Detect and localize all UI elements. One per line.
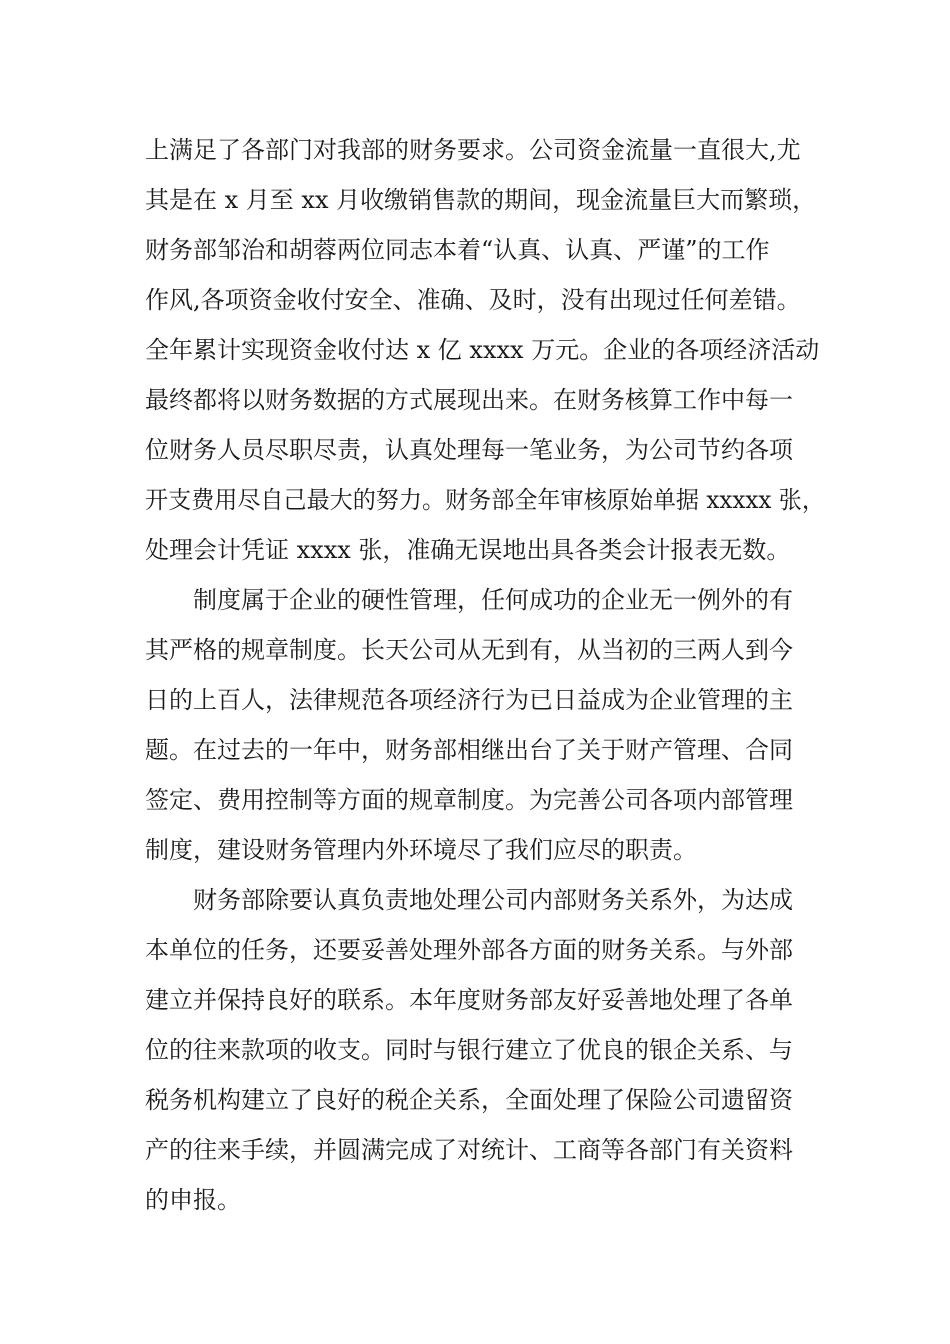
text-line: 位的往来款项的收支。同时与银行建立了优良的银企关系、与 — [145, 1036, 793, 1064]
text-line: 产的往来手续，并圆满完成了对统计、工商等各部门有关资料 — [145, 1136, 793, 1164]
document-body — [145, 125, 825, 1225]
text-line: 题。在过去的一年中，财务部相继出台了关于财产管理、合同 — [145, 736, 793, 764]
text-line: 作风,各项资金收付安全、准确、及时，没有出现过任何差错。 — [145, 286, 801, 314]
text-line: 制度，建设财务管理内外环境尽了我们应尽的职责。 — [145, 836, 697, 864]
paragraph-1 — [145, 125, 825, 575]
text-line: 上满足了各部门对我部的财务要求。公司资金流量一直很大,尤 — [145, 136, 801, 164]
text-line: 签定、费用控制等方面的规章制度。为完善公司各项内部管理 — [145, 786, 793, 814]
text-line: 其是在 x 月至 xx 月收缴销售款的期间，现金流量巨大而繁琐， — [145, 186, 817, 214]
text-line: 开支费用尽自己最大的努力。财务部全年审核原始单据 xxxxx 张， — [145, 486, 825, 514]
text-line: 日的上百人，法律规范各项经济行为已日益成为企业管理的主 — [145, 686, 793, 714]
text-line: 税务机构建立了良好的税企关系，全面处理了保险公司遗留资 — [145, 1086, 793, 1114]
paragraph-3 — [145, 875, 825, 1225]
text-line: 位财务人员尽职尽责，认真处理每一笔业务，为公司节约各项 — [145, 436, 793, 464]
text-line: 处理会计凭证 xxxx 张，准确无误地出具各类会计报表无数。 — [145, 536, 791, 564]
text-line: 制度属于企业的硬性管理，任何成功的企业无一例外的有 — [193, 586, 793, 614]
text-line: 其严格的规章制度。长天公司从无到有，从当初的三两人到今 — [145, 636, 793, 664]
paragraph-2 — [145, 575, 825, 875]
text-line: 最终都将以财务数据的方式展现出来。在财务核算工作中每一 — [145, 386, 793, 414]
text-line: 财务部除要认真负责地处理公司内部财务关系外，为达成 — [193, 886, 793, 914]
text-line: 本单位的任务，还要妥善处理外部各方面的财务关系。与外部 — [145, 936, 793, 964]
text-line: 全年累计实现资金收付达 x 亿 xxxx 万元。企业的各项经济活动 — [145, 336, 820, 364]
text-line: 财务部邹治和胡蓉两位同志本着“认真、认真、严谨”的工作 — [145, 236, 770, 264]
text-line: 建立并保持良好的联系。本年度财务部友好妥善地处理了各单 — [145, 986, 793, 1014]
text-line: 的申报。 — [145, 1186, 241, 1214]
